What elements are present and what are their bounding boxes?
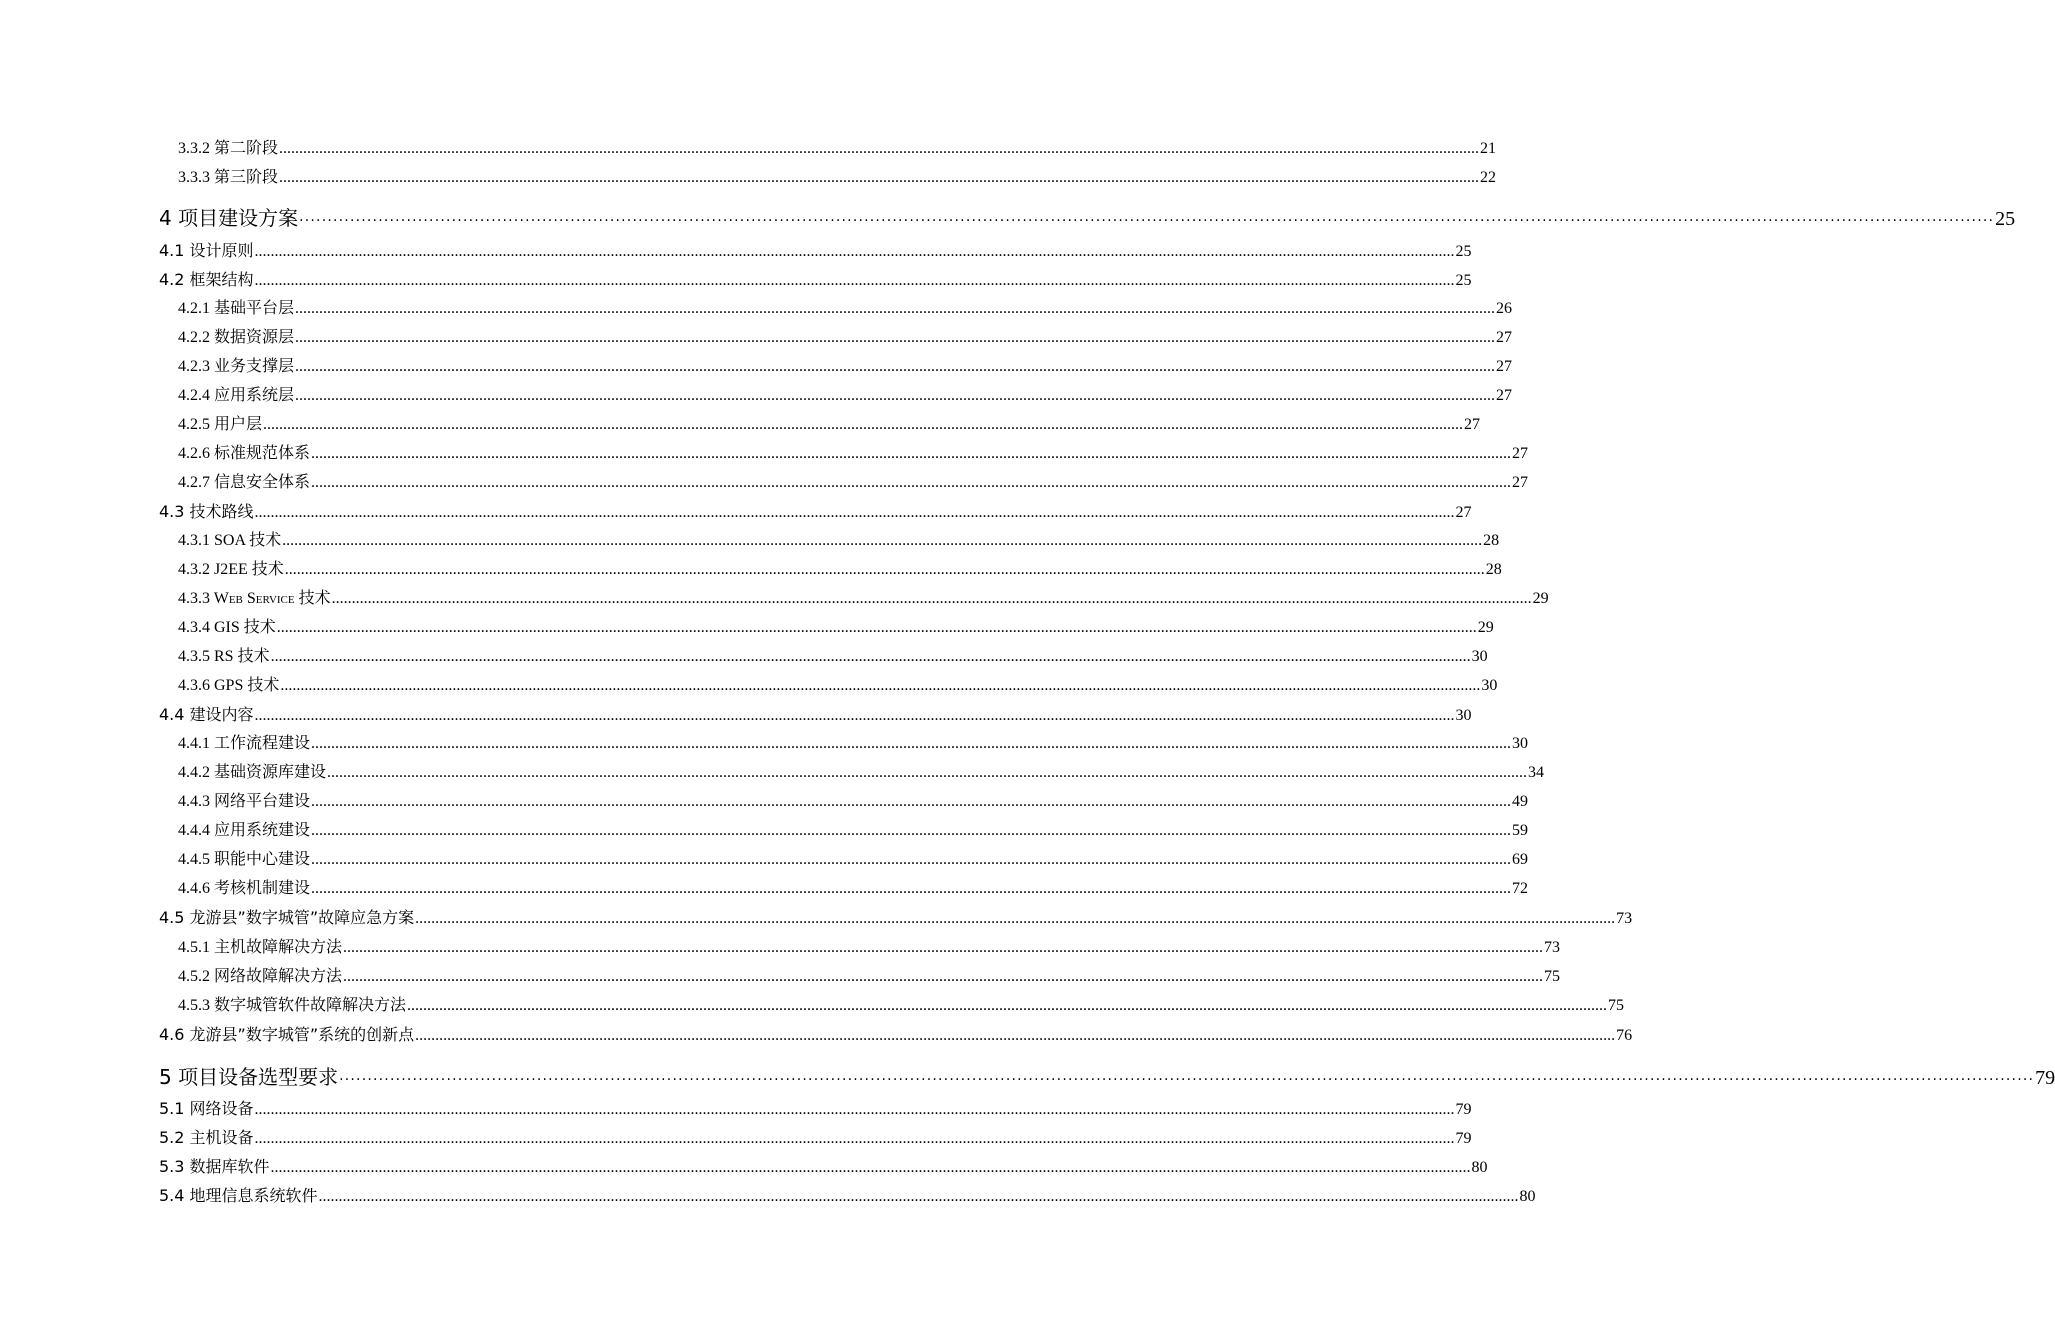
toc-dot-leader: ............................................................................................................................................................................................................................................................................................................	[254, 1101, 1455, 1118]
toc-entry-title: 4.2.4 应用系统层	[178, 387, 295, 404]
toc-entry-title: 3.3.2 第二阶段	[178, 140, 279, 157]
toc-dot-leader: ............................................................................................................................................................................................................................................................................................................	[295, 300, 1496, 317]
toc-page-number: 30	[1512, 735, 1529, 752]
toc-page-number: 27	[1464, 416, 1481, 433]
toc-entry-title: 4.5 龙游县”数字城管”故障应急方案	[159, 908, 415, 927]
toc-page-number: 27	[1512, 445, 1529, 462]
toc-page-number: 79	[1455, 1130, 1472, 1147]
toc-dot-leader: ············································································································································································································································································································	[299, 213, 1995, 229]
toc-dot-leader: ............................................................................................................................................................................................................................................................................................................	[279, 140, 1480, 157]
toc-page-number: 30	[1455, 707, 1472, 724]
toc-dot-leader: ............................................................................................................................................................................................................................................................................................................	[254, 272, 1455, 289]
toc-page-number: 26	[1496, 300, 1513, 317]
toc-dot-leader: ............................................................................................................................................................................................................................................................................................................	[311, 793, 1512, 810]
toc-page-number: 27	[1512, 474, 1529, 491]
toc-entry-title: 4.2.7 信息安全体系	[178, 474, 311, 491]
toc-entry[interactable]	[159, 203, 2016, 233]
toc-dot-leader: ............................................................................................................................................................................................................................................................................................................	[254, 504, 1455, 521]
toc-entry-title: 4.2.1 基础平台层	[178, 300, 295, 317]
toc-entry[interactable]	[159, 239, 1472, 263]
toc-dot-leader: ............................................................................................................................................................................................................................................................................................................	[415, 910, 1616, 927]
toc-page-number: 27	[1496, 387, 1513, 404]
toc-entry-title: 4.4.5 职能中心建设	[178, 851, 311, 868]
toc-entry[interactable]	[159, 1155, 1488, 1179]
toc-entry-title: 5.2 主机设备	[159, 1128, 254, 1147]
toc-entry-title: 5.3 数据库软件	[159, 1157, 270, 1176]
toc-page-number: 79	[2035, 1067, 2055, 1089]
toc-dot-leader: ............................................................................................................................................................................................................................................................................................................	[311, 445, 1512, 462]
toc-page-number: 28	[1483, 532, 1500, 549]
toc-entry-title: 3.3.3 第三阶段	[178, 169, 279, 186]
toc-entry-title: 4.2.2 数据资源层	[178, 329, 295, 346]
toc-page-number: 59	[1512, 822, 1529, 839]
toc-entry-title: 4.1 设计原则	[159, 241, 254, 260]
toc-page-number: 21	[1480, 140, 1497, 157]
toc-entry-title: 4.3.1 SOA 技术	[178, 532, 282, 549]
toc-entry-title: 4.3.4 GIS 技术	[178, 619, 276, 636]
toc-entry[interactable]	[178, 326, 1513, 350]
toc-dot-leader: ............................................................................................................................................................................................................................................................................................................	[327, 764, 1528, 781]
toc-dot-leader: ............................................................................................................................................................................................................................................................................................................	[276, 619, 1477, 636]
toc-entry-title: 4.2 框架结构	[159, 270, 254, 289]
toc-entry[interactable]	[178, 674, 1498, 698]
toc-entry-title: 4.4.1 工作流程建设	[178, 735, 311, 752]
toc-dot-leader: ............................................................................................................................................................................................................................................................................................................	[280, 677, 1481, 694]
toc-entry-title: 4.3.2 J2EE 技术	[178, 561, 284, 578]
toc-entry[interactable]	[178, 732, 1529, 756]
toc-entry[interactable]	[159, 1126, 1472, 1150]
toc-entry[interactable]	[159, 1062, 2055, 1092]
toc-entry-title: 4 项目建设方案	[159, 206, 299, 230]
toc-entry-title: 4.4.6 考核机制建设	[178, 880, 311, 897]
toc-page-number: 29	[1532, 590, 1549, 607]
toc-entry[interactable]	[178, 790, 1529, 814]
toc-entry-title: 4.3.3 Web Service 技术	[178, 590, 331, 607]
toc-dot-leader: ............................................................................................................................................................................................................................................................................................................	[254, 707, 1455, 724]
toc-page-number: 27	[1496, 329, 1513, 346]
toc-entry[interactable]	[159, 1184, 1536, 1208]
toc-page-number: 22	[1480, 169, 1497, 186]
toc-dot-leader: ............................................................................................................................................................................................................................................................................................................	[254, 243, 1455, 260]
toc-dot-leader: ............................................................................................................................................................................................................................................................................................................	[311, 880, 1512, 897]
toc-entry[interactable]	[178, 936, 1561, 960]
toc-dot-leader: ............................................................................................................................................................................................................................................................................................................	[331, 590, 1532, 607]
toc-dot-leader: ............................................................................................................................................................................................................................................................................................................	[343, 968, 1544, 985]
toc-entry-title: 4.2.5 用户层	[178, 416, 263, 433]
toc-dot-leader: ............................................................................................................................................................................................................................................................................................................	[311, 822, 1512, 839]
toc-page-number: 28	[1485, 561, 1502, 578]
toc-entry-title: 4.4.4 应用系统建设	[178, 822, 311, 839]
toc-dot-leader: ............................................................................................................................................................................................................................................................................................................	[279, 169, 1480, 186]
toc-dot-leader: ............................................................................................................................................................................................................................................................................................................	[311, 851, 1512, 868]
toc-dot-leader: ............................................................................................................................................................................................................................................................................................................	[270, 648, 1471, 665]
toc-entry[interactable]	[178, 442, 1529, 466]
toc-page-number: 75	[1544, 968, 1561, 985]
toc-entry-title: 4.2.3 业务支撑层	[178, 358, 295, 375]
toc-entry[interactable]	[178, 166, 1497, 190]
toc-page-number: 76	[1616, 1027, 1633, 1044]
toc-entry[interactable]	[159, 1097, 1472, 1121]
toc-entry-title: 4.6 龙游县”数字城管”系统的创新点	[159, 1025, 415, 1044]
toc-dot-leader: ............................................................................................................................................................................................................................................................................................................	[407, 997, 1608, 1014]
toc-dot-leader: ............................................................................................................................................................................................................................................................................................................	[311, 474, 1512, 491]
toc-dot-leader: ............................................................................................................................................................................................................................................................................................................	[295, 358, 1496, 375]
toc-page-number: 80	[1471, 1159, 1488, 1176]
toc-entry[interactable]	[178, 761, 1545, 785]
toc-entry-title: 4.3.5 RS 技术	[178, 648, 270, 665]
toc-entry-title: 4.3.6 GPS 技术	[178, 677, 280, 694]
toc-entry[interactable]	[178, 558, 1502, 582]
toc-entry[interactable]	[178, 384, 1513, 408]
toc-entry-title: 4.3 技术路线	[159, 502, 254, 521]
toc-entry[interactable]	[159, 500, 1472, 524]
toc-page-number: 29	[1477, 619, 1494, 636]
toc-page-number: 30	[1471, 648, 1488, 665]
toc-dot-leader: ............................................................................................................................................................................................................................................................................................................	[311, 735, 1512, 752]
toc-dot-leader: ............................................................................................................................................................................................................................................................................................................	[270, 1159, 1471, 1176]
toc-entry[interactable]	[178, 137, 1497, 161]
toc-dot-leader: ············································································································································································································································································································	[339, 1072, 2035, 1088]
toc-entry[interactable]	[159, 906, 1633, 930]
toc-entry[interactable]	[178, 355, 1513, 379]
toc-entry[interactable]	[159, 1023, 1633, 1047]
toc-entry[interactable]	[178, 965, 1561, 989]
toc-page-number: 25	[1455, 243, 1472, 260]
toc-entry-title: 4.4.3 网络平台建设	[178, 793, 311, 810]
toc-entry[interactable]	[178, 645, 1488, 669]
toc-entry[interactable]	[178, 413, 1481, 437]
toc-dot-leader: ............................................................................................................................................................................................................................................................................................................	[282, 532, 1483, 549]
toc-page-number: 30	[1481, 677, 1498, 694]
toc-entry[interactable]	[178, 994, 1625, 1018]
toc-entry[interactable]	[178, 587, 1549, 611]
toc-entry[interactable]	[178, 848, 1529, 872]
toc-page-number: 73	[1616, 910, 1633, 927]
toc-page-number: 73	[1544, 939, 1561, 956]
toc-page-number: 27	[1496, 358, 1513, 375]
toc-entry[interactable]	[178, 297, 1513, 321]
toc-dot-leader: ............................................................................................................................................................................................................................................................................................................	[415, 1027, 1616, 1044]
toc-entry[interactable]	[178, 616, 1494, 640]
toc-entry-title: 4.5.1 主机故障解决方法	[178, 939, 343, 956]
toc-page-number: 79	[1455, 1101, 1472, 1118]
toc-dot-leader: ............................................................................................................................................................................................................................................................................................................	[295, 329, 1496, 346]
toc-page-number: 80	[1519, 1188, 1536, 1205]
toc-dot-leader: ............................................................................................................................................................................................................................................................................................................	[284, 561, 1485, 578]
toc-dot-leader: ............................................................................................................................................................................................................................................................................................................	[318, 1188, 1519, 1205]
toc-entry-title: 4.2.6 标准规范体系	[178, 445, 311, 462]
toc-page-number: 75	[1608, 997, 1625, 1014]
toc-entry[interactable]	[178, 877, 1529, 901]
toc-dot-leader: ............................................................................................................................................................................................................................................................................................................	[254, 1130, 1455, 1147]
toc-dot-leader: ............................................................................................................................................................................................................................................................................................................	[343, 939, 1544, 956]
toc-page-number: 27	[1455, 504, 1472, 521]
toc-entry-title: 4.4 建设内容	[159, 705, 254, 724]
toc-entry-title: 5.4 地理信息系统软件	[159, 1186, 318, 1205]
toc-entry[interactable]	[178, 471, 1529, 495]
toc-entry-title: 4.4.2 基础资源库建设	[178, 764, 327, 781]
toc-entry-title: 4.5.2 网络故障解决方法	[178, 968, 343, 985]
toc-page-number: 69	[1512, 851, 1529, 868]
toc-entry[interactable]	[178, 819, 1529, 843]
toc-page-number: 49	[1512, 793, 1529, 810]
toc-dot-leader: ............................................................................................................................................................................................................................................................................................................	[295, 387, 1496, 404]
toc-page-number: 25	[1455, 272, 1472, 289]
toc-dot-leader: ............................................................................................................................................................................................................................................................................................................	[263, 416, 1464, 433]
toc-page-number: 25	[1995, 208, 2016, 230]
toc-entry[interactable]	[178, 529, 1500, 553]
toc-entry-title: 5 项目设备选型要求	[159, 1065, 339, 1089]
toc-page-number: 34	[1528, 764, 1545, 781]
toc-entry-title: 4.5.3 数字城管软件故障解决方法	[178, 997, 407, 1014]
toc-entry-title: 5.1 网络设备	[159, 1099, 254, 1118]
toc-page-number: 72	[1512, 880, 1529, 897]
toc-entry[interactable]	[159, 268, 1472, 292]
toc-entry[interactable]	[159, 703, 1472, 727]
